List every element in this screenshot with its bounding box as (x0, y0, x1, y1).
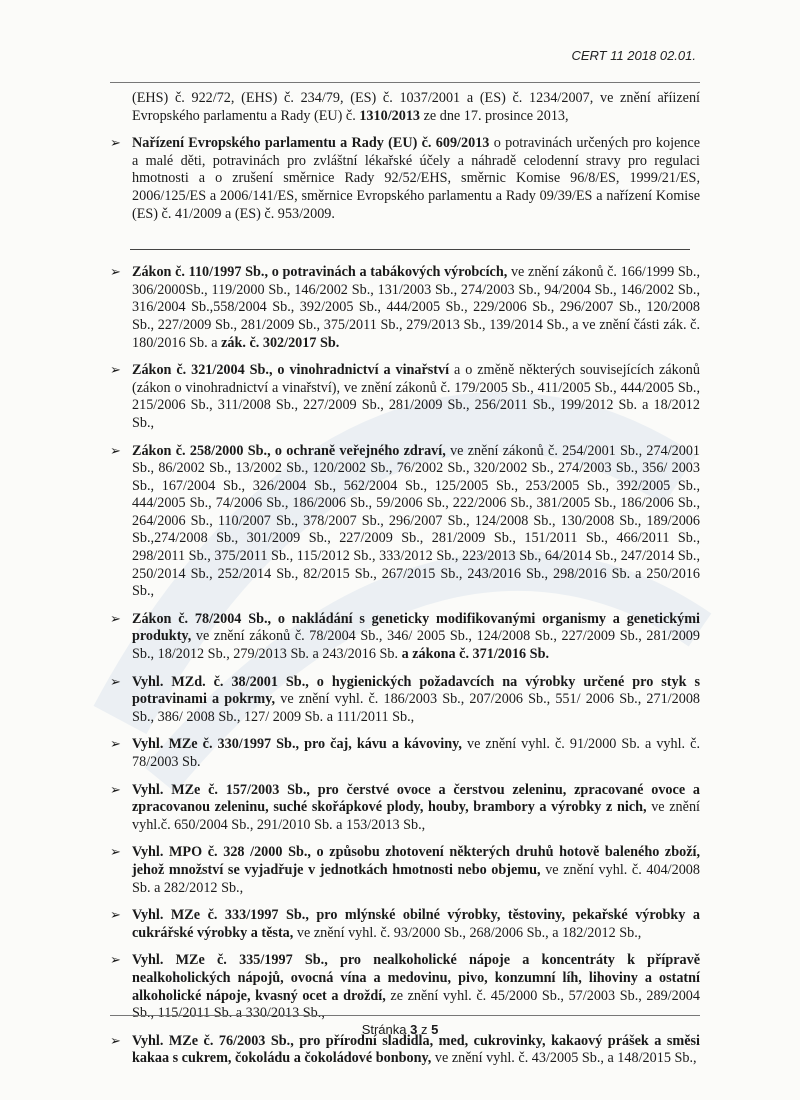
item-text: ve znění zákonů č. 166/1999 Sb., 306/2000Sb., 119/2000 Sb., 146/2002 Sb., 131/2003 Sb., 274/2003 Sb., 94/2004 Sb., 146/2002 Sb., 316/2004 Sb.,558/2004 Sb., 392/2005 Sb., 444/2005 Sb., 229/2006 Sb., 296/2007 Sb., 120/2008 Sb., 227/2009 Sb., 281/2009 Sb., 375/2011 Sb., 279/2013 Sb., 139/2014 Sb., a ve znění části zák. č. 180/2016 Sb. a (132, 264, 700, 351)
intro-paragraph (132, 90, 700, 125)
intro-bold: 1310/2013 (359, 107, 421, 124)
document-body (110, 90, 700, 1068)
arrow-bullet-icon: ➢ (110, 737, 121, 753)
section-divider (130, 249, 690, 250)
list-item (110, 952, 700, 1022)
page-total: 5 (431, 1022, 439, 1037)
item-title: Nařízení Evropského parlamentu a Rady (EU) č. 609/2013 (132, 135, 490, 152)
item-title: Vyhl. MZe č. 335/1997 Sb., pro nealkoholické nápoje a koncentráty k přípravě nealkoholických nápojů, ovocná vína a medovinu, pivo, konzumní líh, lihoviny a ostatní alkoholické nápoje, kvasný ocet a droždí, (132, 952, 700, 1004)
item-title: Vyhl. MZe č. 330/1997 Sb., pro čaj, kávu a kávoviny, (132, 736, 462, 753)
document-code: CERT 11 2018 02.01. (571, 48, 696, 63)
footer-separator: z (417, 1022, 432, 1037)
item-text: o potravinách určených pro kojence a malé děti, potravinách pro zvláštní lékařské účely a náhradě celodenní stravy pro regulaci hmotnosti a o zrušení směrnice Rady 92/52/EHS, směrnic Komise 96/8/ES, 1999/21/ES, 2006/125/ES a 2006/141/ES, směrnice Evropského parlamentu a Rady 09/39/ES a nařízení Komise (ES) č. 41/2009 a (ES) č. 953/2009. (132, 135, 700, 222)
item-text: ze znění vyhl. č. 45/2000 Sb., 57/2003 Sb., 289/2004 Sb., 115/2011 Sb. a 330/2013 Sb., (132, 987, 700, 1022)
header-divider (110, 82, 700, 83)
list-item (110, 362, 700, 432)
item-text: ve znění vyhl. č. 91/2000 Sb. a vyhl. č. 78/2003 Sb. (132, 736, 700, 770)
arrow-bullet-icon: ➢ (110, 265, 121, 281)
list-item (110, 736, 700, 771)
item-title: Vyhl. MZe č. 157/2003 Sb., pro čerstvé ovoce a čerstvou zeleninu, zpracované ovoce a zpracovanou zeleninu, suché skořápkové plody, houby, brambory a výrobky z nich, (132, 781, 700, 816)
item-title: Zákon č. 321/2004 Sb., o vinohradnictví a vinařství (132, 362, 450, 379)
item-title: Zákon č. 78/2004 Sb., o nakládání s geneticky modifikovanými organismy a genetickými produkty, (132, 610, 700, 645)
footer-label: Stránka (361, 1022, 411, 1037)
item-text: ve znění zákonů č. 78/2004 Sb., 346/ 2005 Sb., 124/2008 Sb., 227/2009 Sb., 281/2009 Sb., 18/2012 Sb., 279/2013 Sb. a 243/2016 Sb. (132, 628, 700, 663)
item-tail-bold: a zákona č. 371/2016 Sb. (401, 646, 550, 663)
arrow-bullet-icon: ➢ (110, 363, 121, 379)
item-text: ve znění zákonů č. 254/2001 Sb., 274/2001 Sb., 86/2002 Sb., 13/2002 Sb., 120/2002 Sb., 76/2002 Sb., 320/2002 Sb., 274/2003 Sb., 356/ 2003 Sb., 167/2004 Sb., 326/2004 Sb., 562/2004 Sb., 125/2005 Sb., 253/2005 Sb., 392/2005 Sb., 444/2005 Sb., 74/2006 Sb., 186/2006 Sb., 59/2006 Sb., 222/2006 Sb., 381/2005 Sb., 186/2006 Sb., 264/2006 Sb., 110/2007 Sb., 378/2007 Sb., 296/2007 Sb., 124/2008 Sb., 130/2008 Sb., 189/2006 Sb.,274/2008 Sb., 301/2009 Sb., 227/2009 Sb., 281/2009 Sb., 151/2011 Sb., 466/2011 Sb., 298/2011 Sb., 375/2011 Sb., 115/2012 Sb., 333/2012 Sb., 223/2013 Sb., 64/2014 Sb., 247/2014 Sb., 250/2014 Sb., 252/2014 Sb., 82/2015 Sb., 267/2015 Sb., 243/2016 Sb., 298/2016 Sb. a 250/2016 Sb., (132, 442, 701, 600)
arrow-bullet-icon: ➢ (110, 1033, 121, 1049)
list-item (110, 611, 700, 664)
list-item (110, 782, 700, 835)
item-text: ve znění vyhl. č. 43/2005 Sb., a 148/2015 Sb., (431, 1050, 697, 1067)
list-item (110, 1033, 700, 1068)
list-item (110, 264, 700, 352)
list-item (110, 674, 700, 727)
list-item (110, 844, 700, 897)
arrow-bullet-icon: ➢ (110, 953, 121, 969)
arrow-bullet-icon: ➢ (110, 136, 121, 152)
arrow-bullet-icon: ➢ (110, 611, 121, 627)
page-number: 3 (410, 1022, 418, 1037)
list-item (110, 135, 700, 223)
arrow-bullet-icon: ➢ (110, 674, 121, 690)
item-tail-bold: zák. č. 302/2017 Sb. (221, 334, 340, 351)
list-item (110, 443, 700, 601)
item-title: Vyhl. MPO č. 328 /2000 Sb., o způsobu zhotovení některých druhů hotově baleného zboží, jehož množství se vyjadřuje v jednotkách hmotnosti nebo objemu, (132, 844, 700, 878)
item-title: Vyhl. MZd. č. 38/2001 Sb., o hygienických požadavcích na výrobky určené pro styk s potravinami a pokrmy, (132, 673, 700, 708)
arrow-bullet-icon: ➢ (110, 908, 121, 924)
list-item (110, 907, 700, 942)
arrow-bullet-icon: ➢ (110, 782, 121, 798)
item-text: ve znění vyhl. č. 404/2008 Sb. a 282/2012 Sb., (132, 861, 700, 896)
item-title: Zákon č. 110/1997 Sb., o potravinách a tabákových výrobcích, (132, 264, 508, 281)
item-title: Vyhl. MZe č. 76/2003 Sb., pro přírodní sladidla, med, cukrovinky, kakaový prášek a směsi kakaa s cukrem, čokoládu a čokoládové bonbony, (132, 1032, 700, 1067)
intro-text: (EHS) č. 922/72, (EHS) č. 234/79, (ES) č. 1037/2001 a (ES) č. 1234/2007, ve znění aříizení Evropského parlamentu a Rady (EU) č. (132, 90, 700, 124)
footer-divider (110, 1015, 700, 1016)
arrow-bullet-icon: ➢ (110, 845, 121, 861)
arrow-bullet-icon: ➢ (110, 443, 121, 459)
intro-text-end: ze dne 17. prosince 2013, (420, 107, 569, 124)
item-text: ve znění vyhl. č. 186/2003 Sb., 207/2006 Sb., 551/ 2006 Sb., 271/2008 Sb., 386/ 2008 Sb., 127/ 2009 Sb. a 111/2011 Sb., (132, 691, 701, 725)
item-title: Zákon č. 258/2000 Sb., o ochraně veřejného zdraví, (132, 442, 446, 459)
item-text: ve znění vyhl. č. 93/2000 Sb., 268/2006 Sb., a 182/2012 Sb., (293, 924, 642, 941)
item-text: a o změně některých souvisejících zákonů (zákon o vinohradnictví a vinařství), ve znění zákonů č. 179/2005 Sb., 411/2005 Sb., 444/2005 Sb., 215/2006 Sb., 311/2008 Sb., 227/2009 Sb., 281/2009 Sb., 256/2011 Sb., 199/2012 Sb. a 18/2012 Sb., (132, 362, 700, 431)
page-footer (0, 1022, 800, 1037)
item-text: ve znění vyhl.č. 650/2004 Sb., 291/2010 Sb. a 153/2013 Sb., (132, 799, 700, 833)
item-title: Vyhl. MZe č. 333/1997 Sb., pro mlýnské obilné výrobky, těstoviny, pekařské výrobky a cukrářské výrobky a těsta, (132, 907, 700, 941)
